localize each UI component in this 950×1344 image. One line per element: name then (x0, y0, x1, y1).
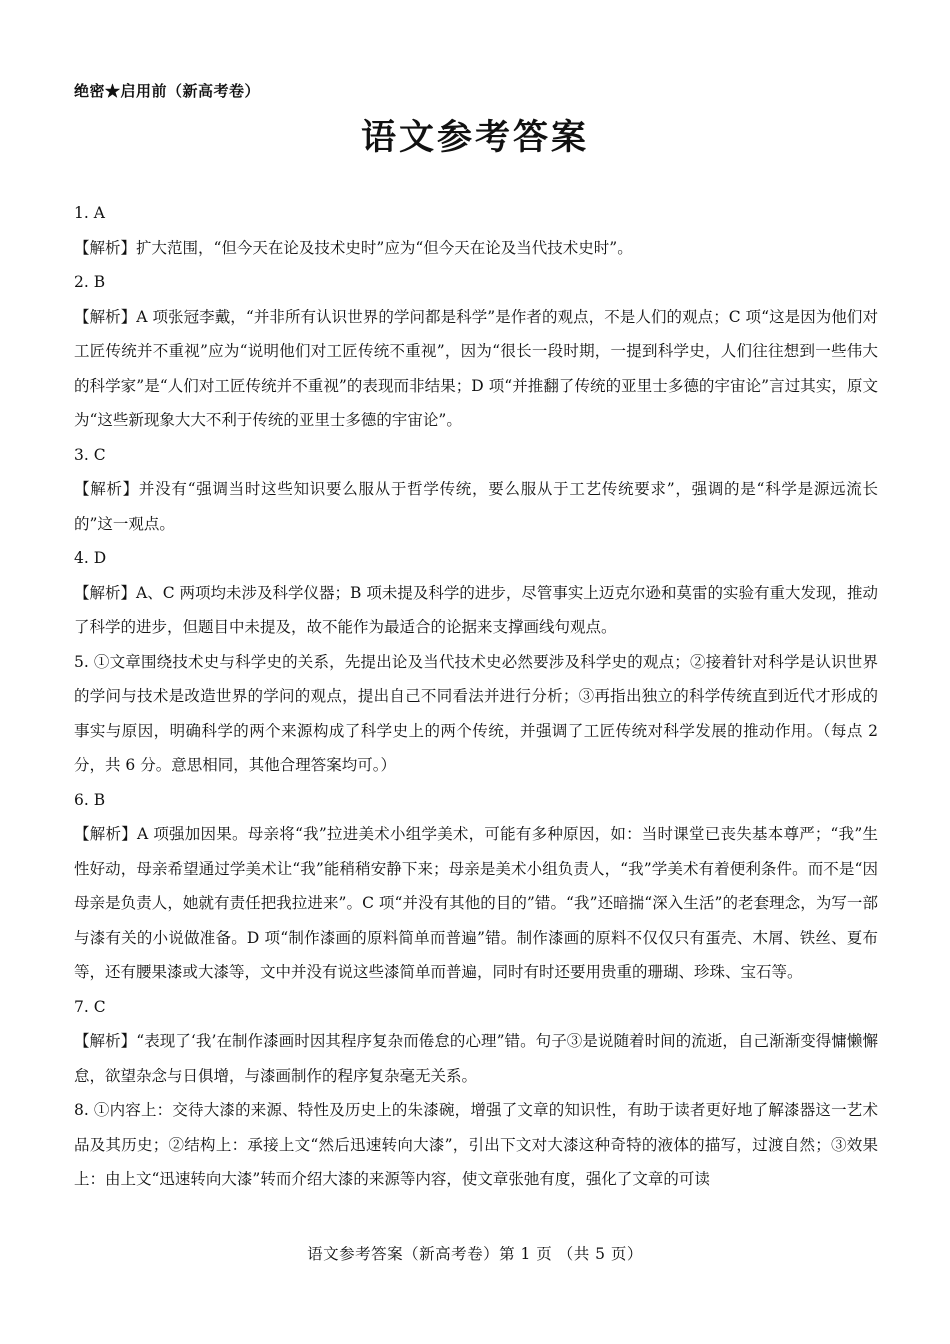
analysis-paragraph: 【解析】A 项强加因果。母亲将“我”拉进美术小组学美术，可能有多种原因，如：当时课堂已丧失基本尊严；“我”生性好动，母亲希望通过学美术让“我”能稍稍安静下来；母亲是美术小组负责人，“我”学美术有着便利条件。而不是“因母亲是负责人，她就有责任把我拉进来”。C 项“并没有其他的目的”错。“我”还暗揣“深入生活”的老套理念，为写一部与漆有关的小说做准备。D 项“制作漆画的原料简单而普遍”错。制作漆画的原料不仅仅只有蛋壳、木屑、铁丝、夏布等，还有腰果漆或大漆等，文中并没有说这些漆简单而普遍，同时有时还要用贵重的珊瑚、珍珠、宝石等。 (74, 825, 878, 981)
answer-body (74, 196, 878, 1197)
answer-paragraph: 8. ①内容上：交待大漆的来源、特性及历史上的朱漆碗，增强了文章的知识性，有助于读者更好地了解漆器这一艺术品及其历史；②结构上：承接上文“然后迅速转向大漆”，引出下文对大漆这种奇特的液体的描写，过渡自然；③效果上：由上文“迅速转向大漆”转而介绍大漆的来源等内容，使文章张弛有度，强化了文章的可读 (74, 1101, 878, 1188)
analysis-paragraph: 【解析】扩大范围，“但今天在论及技术史时”应为“但今天在论及当代技术史时”。 (74, 238, 633, 257)
answer-line: 6. B (74, 790, 106, 809)
page-title: 语文参考答案 (360, 117, 589, 158)
analysis-paragraph: 【解析】A、C 两项均未涉及科学仪器；B 项未提及科学的进步，尽管事实上迈克尔逊和莫雷的实验有重大发现，推动了科学的进步，但题目中未提及，故不能作为最适合的论据来支撑画线句观点。 (74, 583, 878, 636)
answer-line: 3. C (74, 445, 106, 464)
answer-paragraph: 5. ①文章围绕技术史与科学史的关系，先提出论及当代技术史必然要涉及科学史的观点；②接着针对科学是认识世界的学问与技术是改造世界的学问的观点，提出自己不同看法并进行分析；③再指出独立的科学传统直到近代才形成的事实与原因，明确科学的两个来源构成了科学史上的两个传统，并强调了工匠传统对科学发展的推动作用。（每点 2 分，共 6 分。意思相同，其他合理答案均可。） (74, 652, 878, 774)
answer-line: 2. B (74, 273, 106, 291)
answer-line: 4. D (74, 549, 107, 567)
analysis-paragraph: 【解析】A 项张冠李戴，“并非所有认识世界的学问都是科学”是作者的观点，不是人们的观点；C 项“这是因为他们对工匠传统并不重视”应为“说明他们对工匠传统不重视”，因为“很长一段时期，一提到科学史，人们往往想到一些伟大的科学家”是“人们对工匠传统并不重视”的表现而非结果；D 项“并推翻了传统的亚里士多德的宇宙论”言过其实，原文为“这些新现象大大不利于传统的亚里士多德的宇宙论”。 (74, 307, 878, 429)
analysis-paragraph: 【解析】“表现了‘我’在制作漆画时因其程序复杂而倦怠的心理”错。句子③是说随着时间的流逝，自己渐渐变得慵懒懈怠，欲望杂念与日俱增，与漆画制作的程序复杂毫无关系。 (74, 1032, 878, 1085)
secret-mark: 绝密★启用前（新高考卷） (74, 82, 261, 100)
answer-line: 1. A (74, 204, 105, 222)
answer-line: 7. C (74, 997, 106, 1016)
analysis-paragraph: 【解析】并没有“强调当时这些知识要么服从于哲学传统，要么服从于工艺传统要求”，强调的是“科学是源远流长的”这一观点。 (74, 480, 878, 533)
page-footer: 语文参考答案（新高考卷）第 1 页 （共 5 页） (307, 1245, 643, 1263)
